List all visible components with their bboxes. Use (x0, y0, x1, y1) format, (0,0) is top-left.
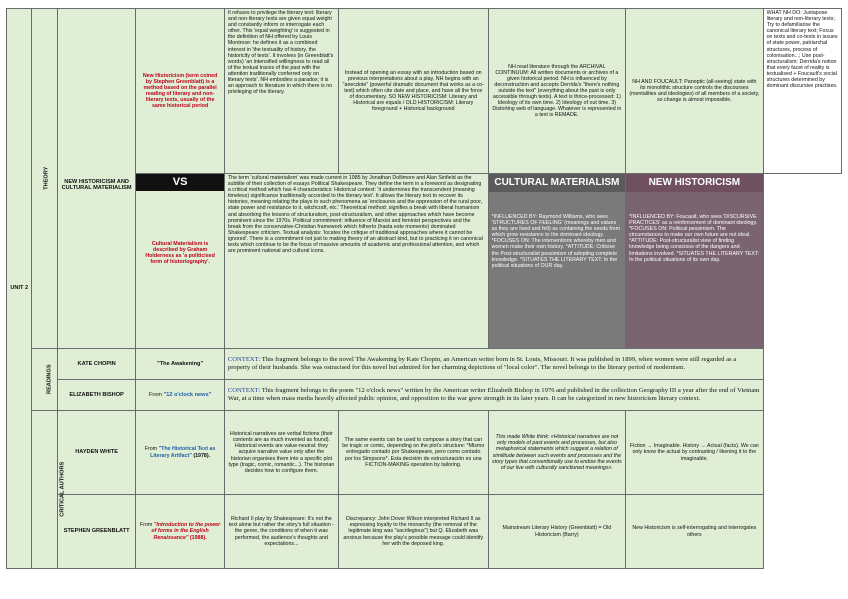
greenblatt-mainstream: Mainstream Literary History (Greenblatt) = Old Historicism (Barry) (488, 495, 625, 569)
reading-context-bishop: CONTEXT: This fragment belongs to the poem "12 o'clock news" written by the American writer Elizabeth Bishop in 1976 and published in the collection Geography III a year after the end of Vietnam War, at a time when mass media heavily affected public opinion, and opposition to the war grew strength in its later years. It can be categorized in new historicism literary context. (224, 380, 763, 411)
reading-author-chopin: KATE CHOPIN (57, 349, 135, 380)
empty-cell (763, 380, 841, 411)
cm-body: *INFLUENCED BY: Raymond Williams, who sees 'STRUCTURES OF FEELING' (meanings and values as they are lived and felt) as containing the seeds from which grow resistance to the dominant ideology. *FOCUSES ON: The interventions whereby men and women make their own history. *ATTITUDE: Criticise the Post-structuralist pessimism of adopting complete knowledge. *SITUATES THE LITERARY TEXT: In the political situations of OUR day. (489, 192, 625, 346)
greenblatt-discrepancy: Discrepancy: John Dover Wilson interpreted Richard II as expressing loyalty to the monarchy (the removal of the legitimate king was "sacrilegious") but Q. Elizabeth was anxious because the play's possible message could identify her with the deposed king. (338, 495, 488, 569)
white-narratives: Historical narratives are verbal fictions (their contents are as much invented as found). Historical events are value-neutral: they acquire narrative value only after the historian organises them into a specific plot type (tragic, comic, romantic...). The historian decides how to configure them. (224, 411, 338, 495)
nh-archival-continuum: NH read literature through the ARCHIVAL CONTINUUM: All written documents or archives of a given historical period. NH is influenced by deconstruction and accepts Derrida's "there's nothing outside the text" (everything about the past is only accessible through texts). A text is thrice-processed: 1) Ideology of its own time. 2) Ideology of out time. 3) Distorting web of language. Whatever is represented in a text is REMADE. (488, 9, 625, 174)
empty-cell (763, 495, 841, 569)
nh-body: *INFLUENCED BY: Foucault, who sees 'DISCURSIVE PRACTICES' as a reinforcement of dominant ideology. *FOCUSES ON: Political pessimism. The circumstances to make our own future are not ideal. *ATTITUDE: Post-structuralist view of finding knowledge being conscious of the dangers and limitations involved. *SITUATES THE LITERARY TEXT: In the political situations of its own day. (626, 192, 762, 346)
cm-heading: CULTURAL MATERIALISM (489, 174, 625, 192)
cm-definition: Cultural Materialism is described by Graham Holderness as 'a politicised form of historiography'. (145, 241, 215, 266)
section-theory: THEORY (32, 9, 57, 349)
critic-author-greenblatt: STEPHEN GREENBLATT (57, 495, 135, 569)
white-fiction-history: Fiction → Imaginable. History → Actual (facts). We can only know the actual by contrasting / likening it to the imaginable. (626, 411, 763, 495)
empty-cell (763, 174, 841, 349)
nh-column (626, 174, 763, 349)
reading-work-chopin: "The Awakening" (136, 349, 225, 380)
reading-context-chopin: CONTEXT: This fragment belongs to the novel The Awakening by Kate Chopin, an American writer born in St. Louis, Missouri. It was published in 1899, when women were still regarded as a property of their husbands. She was ostracised for this novel but admired for her charming depictions of "local color". The novel belongs to the literary period of modernism. (224, 349, 763, 380)
critic-author-white: HAYDEN WHITE (57, 411, 135, 495)
topic-cell: NEW HISTORICISM AND CULTURAL MATERIALISM (57, 9, 135, 349)
cm-cell (136, 174, 225, 349)
nh-definition: New Historicism (term coined by Stephen Greenblatt) is a method based on the parallel reading of literary and non-literary texts, usually of the same historical period (136, 9, 225, 174)
white-metaphor: This made White think: «Historical narratives are not only models of past events and processes, but also metaphorical statements which suggest a relation of similitude between such events and processes and the story types that conventionally use to endow the events of our live with culturally sanctioned meanings». (488, 411, 625, 495)
section-critical: CRITICAL AUTHORS (32, 411, 57, 569)
nh-heading: NEW HISTORICISM (626, 174, 762, 192)
reading-work-bishop: From "12 o'clock news" (136, 380, 225, 411)
cm-column (488, 174, 625, 349)
empty-cell (763, 349, 841, 380)
reading-author-bishop: ELIZABETH BISHOP (57, 380, 135, 411)
section-readings: READINGS (32, 349, 57, 411)
critic-work-white: From "The Historical Text as Literary Artifact" (1978). (136, 411, 225, 495)
greenblatt-self-interrogating: New Historicism is self-interrogating and interrogates others (626, 495, 763, 569)
white-same-events: The same events can be used to compose a story that can be tragic or comic, depending on the plot's structure: *Mismo entregado contado por Shakespeare, pero como contado por los Simpsons*. Esta decisión de estructuración es una FICTION-MAKING operation by tailoring. (338, 411, 488, 495)
unit-label: UNIT 2 (7, 9, 32, 569)
nh-equal-weighting: It refuses to privilege the literary text: literary and non-literary texts are given equal weight and constantly inform or interrogate each other. This 'equal weighting' is suggested in the definition of NH offered by Louis Montrose: he defines it as a combined interest in 'the textuality of history, the historicity of texts'. It involves (in Greenblatt's words) 'an intensified willingness to read all of the textual traces of the past with the attention traditionally conferred only on literary texts'. NH embodies a paradox; it is an approach to literature in which there is no privileging of the literary. (224, 9, 338, 174)
greenblatt-richard-ii: Richard II play by Shakespeare: It's not the text alone but rather the story's full situation - the genre, the conditions of when it was performed, the audience's thoughts and expectations... (224, 495, 338, 569)
critic-work-greenblatt: From "Introduction to the power of forms in the English Renaissance" (1988). (136, 495, 225, 569)
study-table (6, 8, 842, 569)
what-nh-do: WHAT NH DO: Juxtapose literary and non-literary texts; Try to defamiliarise the canonical literary text; Focus on texts and co-texts in issues of state power, patriarchal structures, process of colonisation...; Use post-structuralism: Derrida's notion that every facet of reality is textualised + Foucault's social structures determined by dominant discursive practises. (763, 9, 841, 174)
cm-characteristics: The term 'cultural materialism' was made current in 1985 by Jonathan Dollimore and Alan Sinfield as the subtitle of their collection of essays Political Shakespeare. They define the term in a foreword as designating a critical method which has 4 characteristics: Historical context: 'it undermines the transcendent (meaning timeless) significance traditionally accorded to the literary text'. It allows the literary text to recover its histories, meaning relating the plays to such phenomena as 'enclosures and the oppression of the rural poor, state power and resistance to it, witchcraft, etc.' Theoretical method: signifies a break with liberal humanism and absorbing the lessons of structuralism, post-structuralism, and other approaches which have become prominent since the 1970s. Political commitment: influence of Marxist and feminist perspectives and the break from the conservative-Christian framework which hitherto (hasta este momento) dominated Shakespeare criticism. Textual analysis: 'locates the critique of traditional approaches where it cannot be ignored'. There is a commitment not just to making theory of an abstract kind, but to practicing it on canonical texts which continue to be the focus of massive amounts of academic and professional attention, and which are prominent national and cultural icons. (224, 174, 488, 349)
empty-cell (763, 411, 841, 495)
vs-banner: VS (136, 174, 224, 191)
nh-foucault: NH AND FOUCAULT: Panoptic (all-seeing) state with its monolithic structure controls the discourses (mentalities and ideologies) of all members of a society, so change is almost impossible. (626, 9, 763, 174)
nh-anecdote: Instead of opening an essay with an introduction based on previous interpretations about a play, NH begins with an "anecdote" (powerful dramatic document that works as a co-text) which often cite date and place, and have all the force of documentary. SO NEW HISTORICISM: Literary and Historical are equals / OLD HISTORICISM: Literary foreground + Historical background (338, 9, 488, 174)
